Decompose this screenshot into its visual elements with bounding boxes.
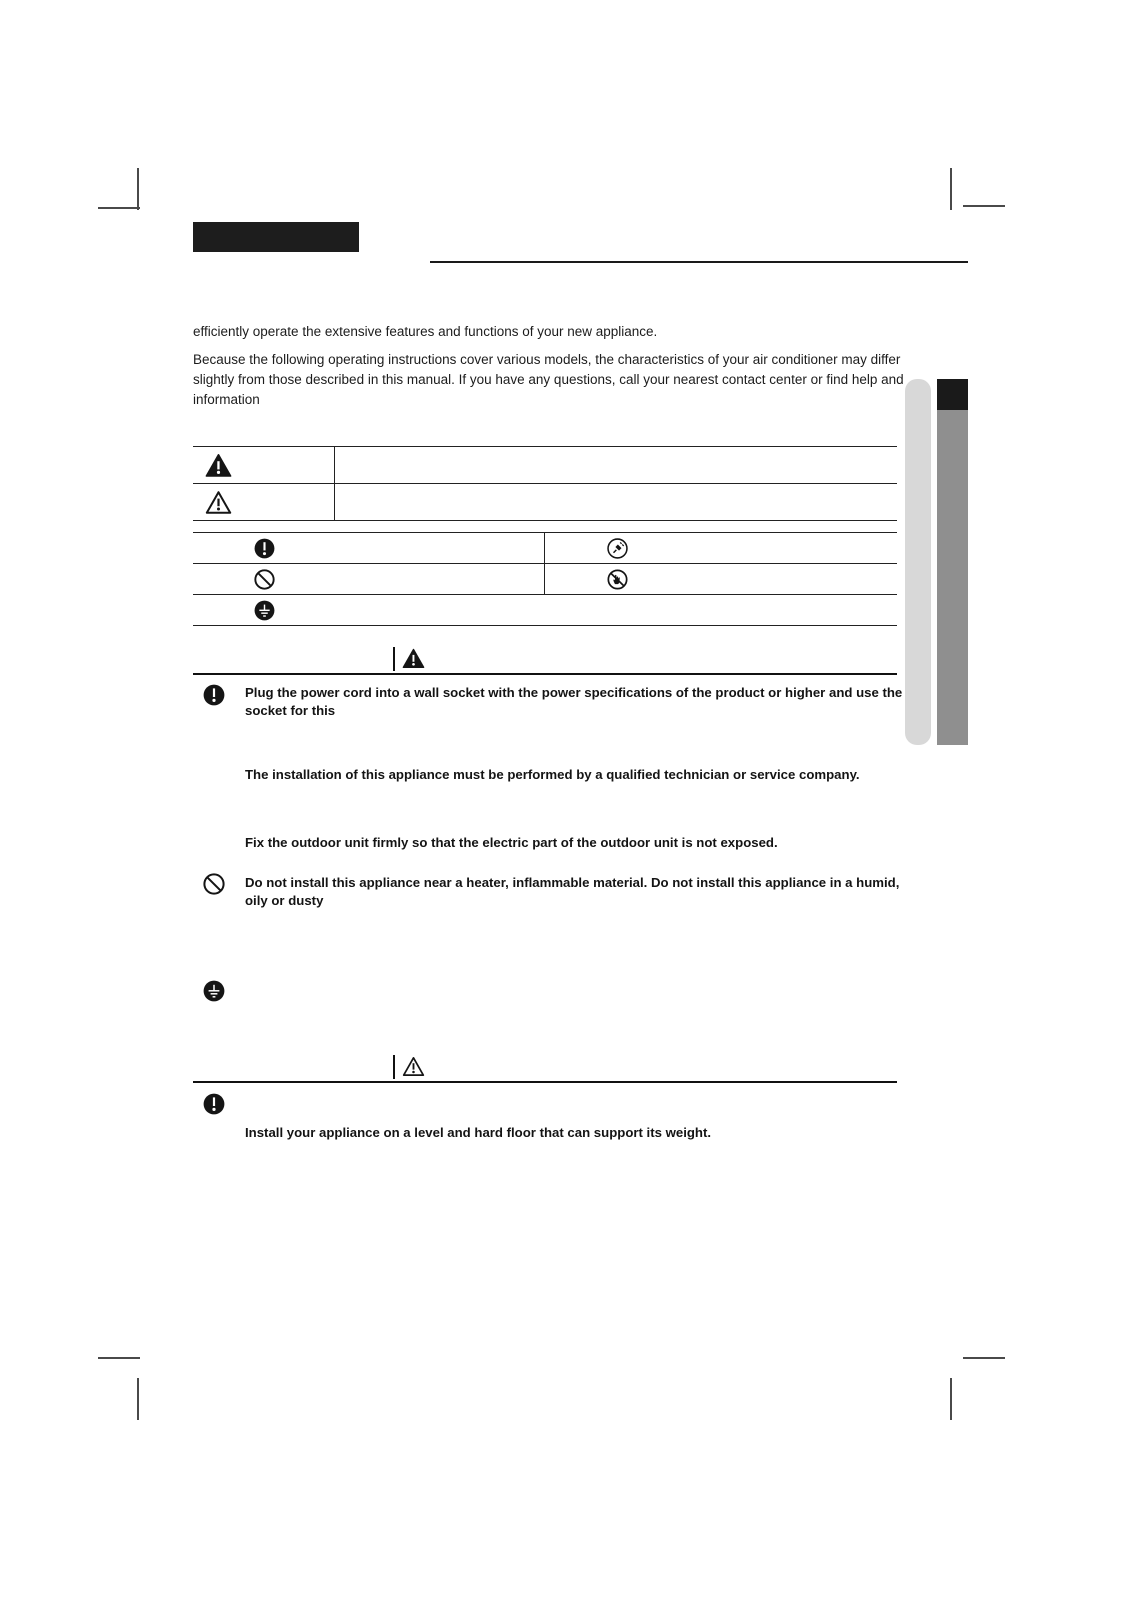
header-divider: [393, 647, 395, 671]
ground-earth-circle-icon: [203, 980, 225, 1002]
warning-section-header: [193, 645, 897, 675]
table-cell-description: [335, 447, 897, 483]
table-row: [193, 533, 897, 563]
table-row: [193, 563, 897, 594]
page-edge-tab-black: [937, 379, 968, 410]
symbol-legend-table: [193, 532, 897, 626]
table-cell-icon: [193, 595, 335, 625]
warning-item-text: Do not install this appliance near a heater, inflammable material. Do not install this appliance in a humid, oily or dusty: [245, 875, 900, 908]
caution-section-header: [193, 1053, 897, 1083]
ground-earth-circle-icon: [254, 600, 275, 621]
warning-triangle-filled-icon: [402, 648, 425, 669]
mandatory-circle-filled-icon: [254, 538, 275, 559]
header-divider: [393, 1055, 395, 1079]
table-row: [193, 594, 897, 625]
header-rule: [430, 261, 968, 263]
table-cell-icon: [193, 533, 335, 563]
table-row: [193, 447, 897, 483]
warning-item-text: Fix the outdoor unit firmly so that the electric part of the outdoor unit is not exposed.: [245, 835, 778, 850]
crop-mark-top-right-v: [950, 168, 952, 210]
prohibited-circle-icon: [254, 569, 275, 590]
warning-triangle-filled-icon: [205, 453, 232, 478]
table-cell-description: [690, 533, 897, 563]
warning-item-text: The installation of this appliance must be performed by a qualified technician or service company.: [245, 767, 860, 782]
do-not-touch-circle-icon: [607, 569, 628, 590]
table-cell-description: [335, 533, 545, 563]
crop-mark-bottom-right-h: [963, 1357, 1005, 1359]
intro-paragraph-2: Because the following operating instructions cover various models, the characteristics of your air conditioner may differ slightly from those described in this manual. If you have any questions, call your nearest contact center or find help and information: [193, 352, 904, 407]
table-row: [193, 483, 897, 520]
caution-triangle-outline-icon: [402, 1056, 425, 1077]
table-cell-description: [335, 484, 897, 520]
caution-triangle-outline-icon: [205, 490, 232, 515]
mandatory-circle-filled-icon: [203, 1093, 225, 1115]
crop-mark-bottom-left-h: [98, 1357, 140, 1359]
crop-mark-bottom-left-v: [137, 1378, 139, 1420]
unplug-power-circle-icon: [607, 538, 628, 559]
prohibited-circle-icon: [203, 873, 225, 895]
table-cell-icon: [193, 564, 335, 594]
page-edge-tab-light: [905, 379, 931, 745]
crop-mark-top-left-h: [98, 207, 140, 209]
page-edge-tab-gray: [937, 410, 968, 745]
caution-item-text: Install your appliance on a level and hard floor that can support its weight.: [245, 1125, 712, 1140]
severity-legend-table: [193, 446, 897, 521]
intro-line-1: efficiently operate the extensive features and functions of your new appliance.: [193, 324, 658, 339]
table-cell-icon: [545, 564, 690, 594]
section-title-block: [193, 222, 359, 252]
table-cell-description: [690, 564, 897, 594]
table-cell-description: [335, 595, 897, 625]
crop-mark-bottom-right-v: [950, 1378, 952, 1420]
crop-mark-top-left-v: [137, 168, 139, 210]
table-cell-description: [335, 564, 545, 594]
table-cell-icon: [193, 484, 335, 520]
table-cell-icon: [193, 447, 335, 483]
mandatory-circle-filled-icon: [203, 684, 225, 706]
warning-item-text: Plug the power cord into a wall socket with the power specifications of the product or higher and use the socket for this: [245, 685, 903, 718]
table-cell-icon: [545, 533, 690, 563]
crop-mark-top-right-h: [963, 205, 1005, 207]
